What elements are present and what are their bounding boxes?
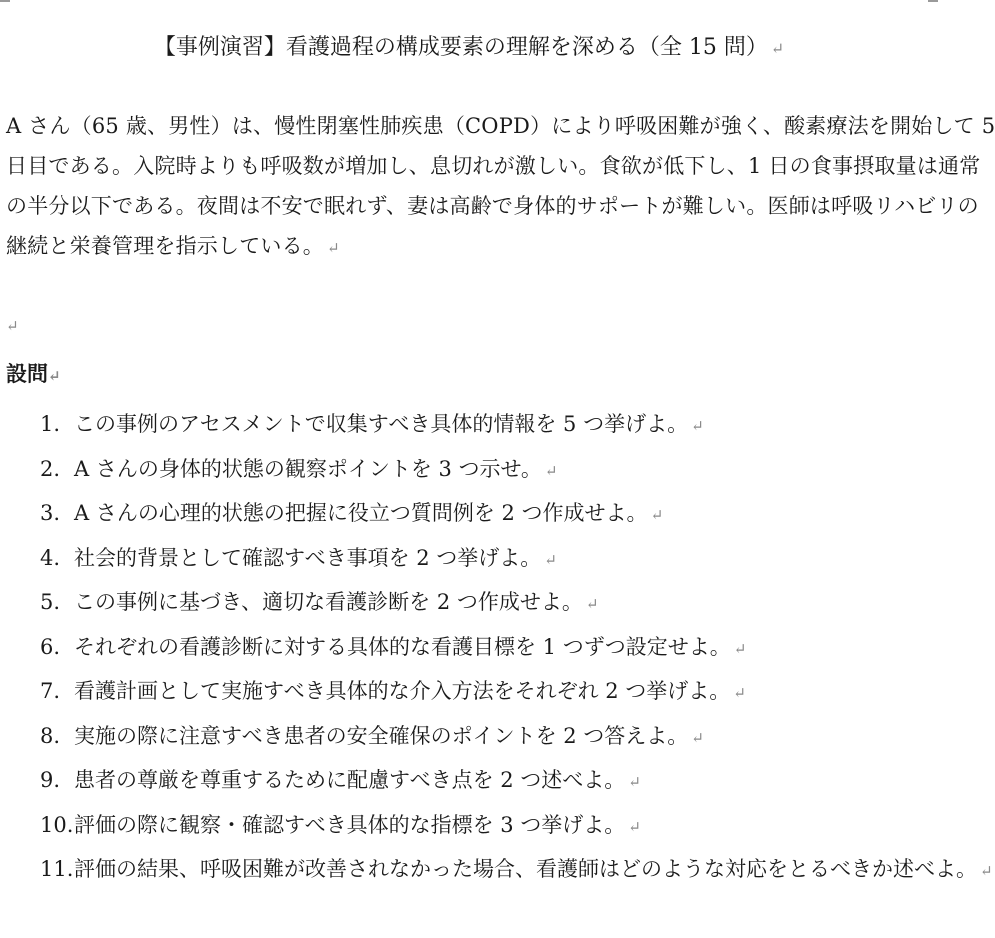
- paragraph-mark-icon: ↵: [770, 39, 785, 58]
- question-text: それぞれの看護診断に対する具体的な看護目標を 1 つずつ設定せよ。: [74, 634, 731, 659]
- question-list: [40, 404, 993, 894]
- question-number: 10.: [40, 812, 74, 837]
- question-number: 6.: [40, 634, 61, 659]
- paragraph-mark-icon: ↵: [628, 773, 641, 791]
- page-corner-mark-right: [928, 0, 938, 2]
- question-number: 1.: [40, 412, 61, 436]
- section-heading-text: 設問: [6, 361, 48, 386]
- question-text: 評価の結果、呼吸困難が改善されなかった場合、看護師はどのような対応をとるべきか述べよ。: [74, 857, 977, 881]
- list-item[interactable]: [40, 449, 993, 494]
- question-text: A さんの身体的状態の観察ポイントを 3 つ示せ。: [74, 456, 542, 481]
- question-number: 5.: [40, 590, 61, 614]
- question-text: A さんの心理的状態の把握に役立つ質問例を 2 つ作成せよ。: [74, 501, 648, 525]
- list-item[interactable]: [40, 493, 993, 538]
- list-item[interactable]: [40, 538, 993, 583]
- paragraph-mark-icon: ↵: [628, 817, 641, 836]
- list-item[interactable]: [40, 849, 993, 894]
- question-number: 3.: [40, 501, 61, 525]
- list-item[interactable]: [40, 805, 993, 850]
- list-item[interactable]: [40, 716, 993, 761]
- question-number: 4.: [40, 545, 61, 570]
- question-text: 評価の際に観察・確認すべき具体的な指標を 3 つ挙げよ。: [74, 812, 626, 837]
- question-number: 2.: [40, 456, 61, 481]
- case-line: の半分以下である。夜間は不安で眠れず、妻は高齢で身体的サポートが難しい。医師は呼吸リハビリの: [6, 194, 979, 218]
- question-text: 患者の尊厳を尊重するために配慮すべき点を 2 つ述べよ。: [74, 768, 626, 792]
- question-text: 実施の際に注意すべき患者の安全確保のポイントを 2 つ答えよ。: [74, 723, 689, 748]
- question-text: 社会的背景として確認すべき事項を 2 つ挙げよ。: [74, 545, 542, 570]
- question-text: 看護計画として実施すべき具体的な介入方法をそれぞれ 2 つ挙げよ。: [74, 679, 731, 703]
- case-paragraph[interactable]: [6, 106, 995, 266]
- paragraph-mark-icon: ↵: [544, 461, 558, 480]
- paragraph-mark-icon: ↵: [980, 862, 993, 880]
- page-corner-mark-left: [0, 0, 10, 2]
- case-line: A さん（65 歳、男性）は、慢性閉塞性肺疾患（COPD）により呼吸困難が強く、酸素療法を開始して 5: [6, 114, 995, 138]
- case-line: 継続と栄養管理を指示している。 ↵: [6, 234, 340, 258]
- paragraph-mark-icon: ↵: [6, 317, 19, 335]
- list-item[interactable]: [40, 760, 993, 805]
- document-title-text: 【事例演習】看護過程の構成要素の理解を深める（全 15 問）: [153, 35, 768, 60]
- paragraph-mark-icon: ↵: [733, 639, 747, 658]
- paragraph-mark-icon: ↵: [650, 506, 664, 524]
- paragraph-mark-icon: ↵: [585, 595, 599, 613]
- question-text: この事例のアセスメントで収集すべき具体的情報を 5 つ挙げよ。: [74, 412, 689, 436]
- question-number: 8.: [40, 723, 61, 748]
- paragraph-mark-icon: ↵: [733, 684, 746, 702]
- paragraph-mark-icon: ↵: [48, 367, 61, 385]
- paragraph-mark-icon: ↵: [544, 550, 557, 569]
- question-number: 7.: [40, 679, 61, 703]
- list-item[interactable]: [40, 671, 993, 716]
- list-item[interactable]: [40, 627, 993, 672]
- case-line: 日目である。入院時よりも呼吸数が増加し、息切れが激しい。食欲が低下し、1 日の食事摂取量は通常: [6, 154, 981, 178]
- empty-paragraph[interactable]: [6, 304, 19, 344]
- list-item[interactable]: [40, 404, 993, 449]
- paragraph-mark-icon: ↵: [691, 728, 704, 747]
- question-number: 9.: [40, 768, 61, 792]
- section-heading[interactable]: [6, 354, 61, 394]
- list-item[interactable]: [40, 582, 993, 627]
- question-number: 11.: [40, 857, 74, 881]
- question-text: この事例に基づき、適切な看護診断を 2 つ作成せよ。: [74, 590, 583, 614]
- paragraph-mark-icon: ↵: [691, 417, 704, 435]
- document-title[interactable]: [0, 28, 938, 69]
- paragraph-mark-icon: ↵: [327, 239, 340, 257]
